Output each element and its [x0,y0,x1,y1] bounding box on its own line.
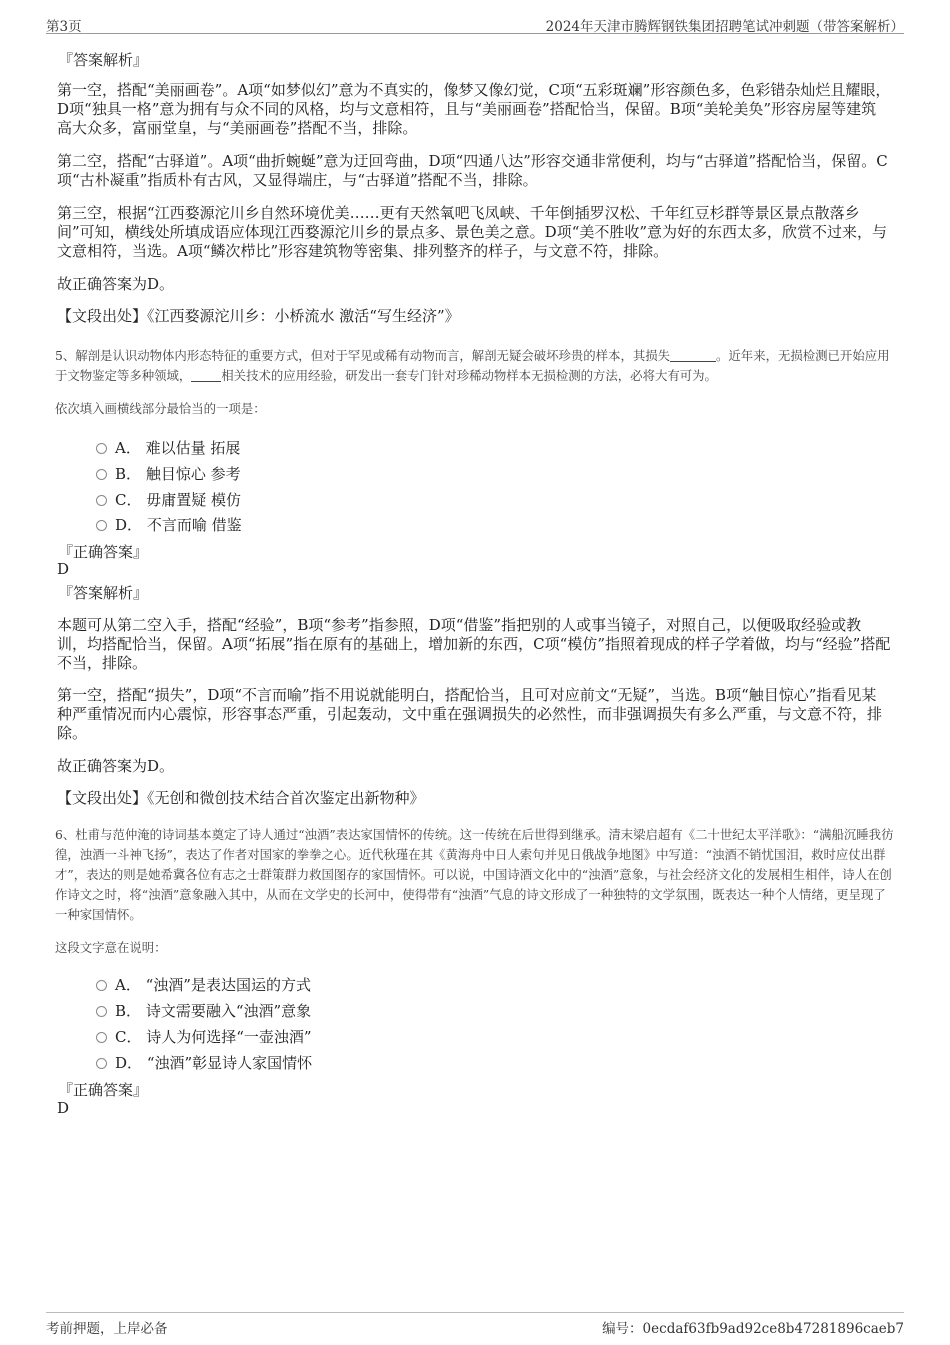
radio-icon[interactable] [96,980,107,991]
page-number: 第3页 [46,19,82,35]
radio-icon[interactable] [96,495,107,506]
radio-icon[interactable] [96,1032,107,1043]
document-id: 编号：0ecdaf63fb9ad92ce8b47281896caeb7 [602,1321,904,1337]
q4-source: 【文段出处】《江西婺源沱川乡：小桥流水 激活“写生经济”》 [57,307,460,325]
document-title: 2024年天津市腾辉钢铁集团招聘笔试冲刺题（带答案解析） [545,19,904,35]
q5-analysis-para-1: 本题可从第二空入手，搭配“经验”，B项“参考”指参照，D项“借鉴”指把别的人或事当镜子，对照自己，以便吸取经验或教训，均搭配恰当，保留。A项“拓展”指在原有的基础上，增加新的东西，C项“模仿”指照着现成的样子学着做，均与“经验”搭配不当，排除。 [57,616,891,672]
radio-icon[interactable] [96,1058,107,1069]
blank-2 [191,369,221,382]
blank-1 [670,349,716,362]
q4-analysis-para-2: 第二空，搭配“古驿道”。A项“曲折蜿蜒”意为迂回弯曲，D项“四通八达”形容交通非常便利，均与“古驿道”搭配恰当，保留。C项“古朴凝重”指质朴有古风，又显得端庄，与“古驿道”搭配不当，排除。 [57,152,888,189]
q4-analysis-para-1: 第一空，搭配“美丽画卷”。A项“如梦似幻”意为不真实的，像梦又像幻觉，C项“五彩斑斓”形容颜色多，色彩错杂灿烂且耀眼，D项“独具一格”意为拥有与众不同的风格，均与文意相符，且与“美丽画卷”搭配恰当，保留。B项“美轮美奂”形容房屋等建筑高大众多，富丽堂皇，与“美丽画卷”搭配不当，排除。 [57,81,891,137]
q6-prompt: 这段文字意在说明： [55,940,167,955]
q5-correct-answer: D [57,560,70,578]
q6-option-d[interactable]: D． “浊酒”彰显诗人家国情怀 [96,1052,312,1073]
q6-question: 6、杜甫与范仲淹的诗词基本奠定了诗人通过“浊酒”表达家国情怀的传统。这一传统在后世得到继承。清末梁启超有《二十世纪太平洋歌》：“满船沉睡我彷徨，浊酒一斗神飞扬”，表达了作者对国家的拳拳之心。近代秋瑾在其《黄海舟中日人索句并见日俄战争地图》中写道：“浊酒不销忧国泪，救时应仗出群才”，表达的则是她希冀各位有志之士群策群力救国图存的家国情怀。可以说，中国诗酒文化中的“浊酒”意象，与社会经济文化的发展相生相伴，诗人在创作诗文之时，将“浊酒”意象融入其中，从而在文学史的长河中，使得带有“浊酒”气息的诗文形成了一种独特的文学氛围，既表达一种个人情绪，更呈现了一种家国情怀。 [55,827,894,922]
q6-option-b[interactable]: B． 诗文需要融入“浊酒”意象 [96,1000,311,1021]
q6-option-a[interactable]: A． “浊酒”是表达国运的方式 [96,974,311,995]
q5-prompt: 依次填入画横线部分最恰当的一项是： [55,401,266,416]
q5-option-b[interactable]: B． 触目惊心 参考 [96,463,241,484]
q4-analysis-para-3: 第三空，根据“江西婺源沱川乡自然环境优美……更有天然氧吧飞凤峡、千年倒插罗汉松、千年红豆杉群等景区景点散落乡间”可知，横线处所填成语应体现江西婺源沱川乡的景点多、景色美之意。D项“美不胜收”意为好的东西太多，欣赏不过来，与文意相符，当选。A项“鳞次栉比”形容建筑物等密集、排列整齐的样子，与文意不符，排除。 [57,204,888,260]
q5-correct-label: 『正确答案』 [58,543,149,561]
q4-analysis-label: 『答案解析』 [58,51,149,69]
q5-analysis-label: 『答案解析』 [58,584,149,602]
q6-correct-label: 『正确答案』 [58,1081,149,1099]
q5-question: 5、解剖是认识动物体内形态特征的重要方式，但对于罕见或稀有动物而言，解剖无疑会破坏珍贵的样本，其损失 。近年来，无损检测已开始应用于文物鉴定等多种领域， 相关技术的应用经验，研发出一套专门针对珍稀动物样本无损检测的方法，必将大有可为。 [55,348,890,383]
q6-option-c[interactable]: C． 诗人为何选择“一壶浊酒” [96,1026,312,1047]
radio-icon[interactable] [96,469,107,480]
footer-slogan: 考前押题，上岸必备 [46,1321,168,1337]
page-footer [46,1312,904,1335]
q5-conclusion: 故正确答案为D。 [57,757,175,775]
q6-correct-answer: D [57,1099,70,1117]
page-header [46,13,904,34]
radio-icon[interactable] [96,443,107,454]
radio-icon[interactable] [96,520,107,531]
q5-option-c[interactable]: C． 毋庸置疑 模仿 [96,489,241,510]
q5-analysis-para-2: 第一空，搭配“损失”，D项“不言而喻”指不用说就能明白，搭配恰当，且可对应前文“无疑”，当选。B项“触目惊心”指看见某种严重情况而内心震惊，形容事态严重，引起轰动，文中重在强调损失的必然性，而非强调损失有多么严重，与文意不符，排除。 [57,686,883,742]
q5-source: 【文段出处】《无创和微创技术结合首次鉴定出新物种》 [57,789,425,807]
q5-option-a[interactable]: A． 难以估量 拓展 [96,437,240,458]
q5-option-d[interactable]: D． 不言而喻 借鉴 [96,514,242,535]
q4-conclusion: 故正确答案为D。 [57,275,175,293]
radio-icon[interactable] [96,1006,107,1017]
